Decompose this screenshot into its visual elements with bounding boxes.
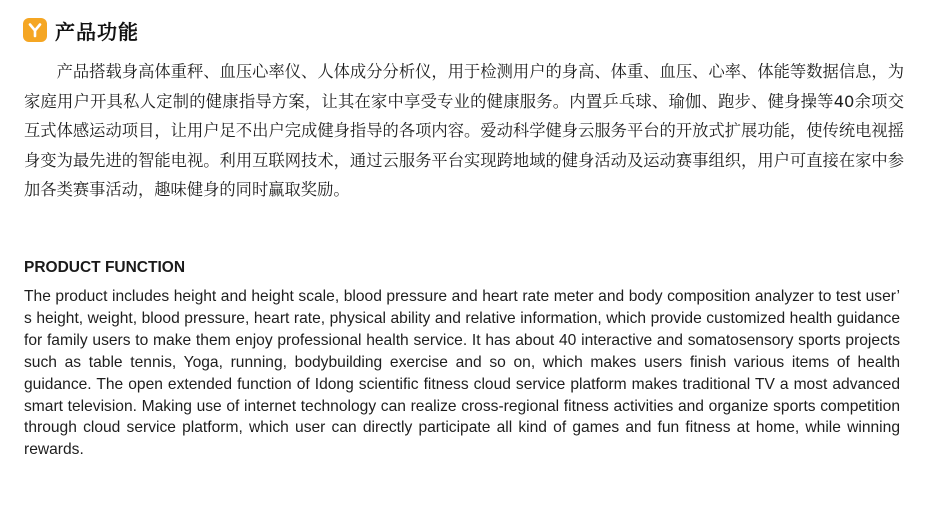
- english-description: The product includes height and height scale, blood pressure and heart rate meter and body composition analyzer to test user’ s height, weight, blood pressure, heart rate, physical ability and relative information, which provide customized health guidance for family users to make them enjoy professional health service. It has about 40 interactive and somatosensory sports projects such as table tennis, Yoga, running, bodybuilding exercise and so on, which makes users finish various items of health guidance. The open extended function of Idong scientific fitness cloud service platform makes traditional TV a most advanced smart television. Making use of internet technology can realize cross-regional fitness activities and organize sports competition through cloud service platform, which user can directly participate all kind of games and fun fitness at home, while winning rewards.: [24, 288, 900, 459]
- y-logo-icon: [23, 18, 47, 42]
- english-heading: PRODUCT FUNCTION: [24, 259, 186, 276]
- section-header: [23, 14, 139, 46]
- chinese-description: 产品搭载身高体重秤、血压心率仪、人体成分分析仪，用于检测用户的身高、体重、血压、心率、体能等数据信息，为家庭用户开具私人定制的健康指导方案，让其在家中享受专业的健康服务。内置乒乓球、瑜伽、跑步、健身操等40余项交互式体感运动项目，让用户足不出户完成健身指导的各项内容。爱动科学健身云服务平台的开放式扩展功能，使传统电视摇身变为最先进的智能电视。利用互联网技术，通过云服务平台实现跨地域的健身活动及运动赛事组织，用户可直接在家中参加各类赛事活动，趣味健身的同时赢取奖励。: [24, 62, 904, 200]
- section-title: 产品功能: [55, 19, 139, 44]
